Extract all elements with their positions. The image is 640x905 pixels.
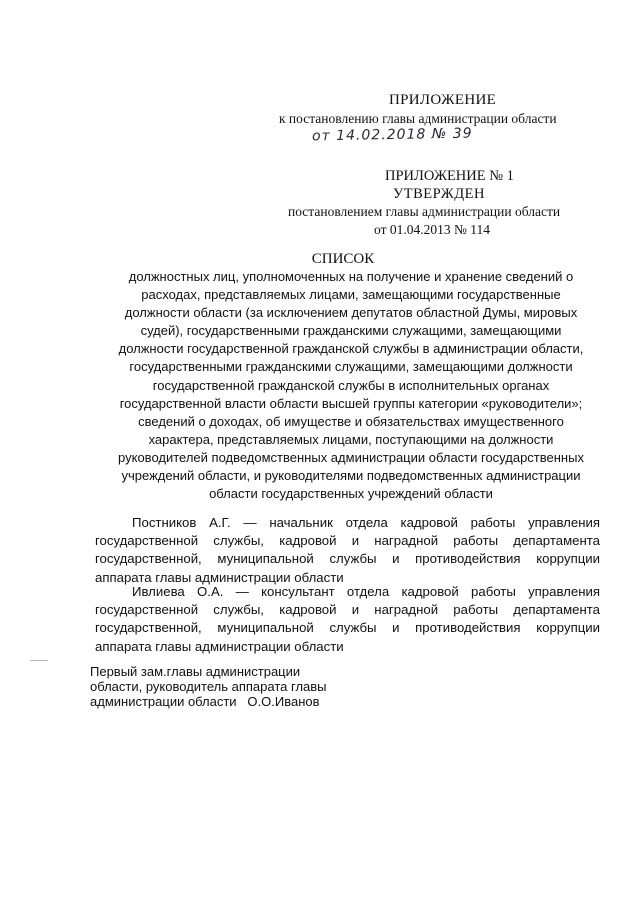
approved-by-line: постановлением главы администрации области xyxy=(288,204,561,219)
subtitle-line: государственной гражданской службы в исполнительных органах xyxy=(152,377,550,393)
subtitle-line: должности области (за исключением депутатов областной Думы, мировых xyxy=(124,305,578,321)
list-subtitle xyxy=(95,268,607,503)
person-entry-ivlieva: Ивлиева О.А. — консультант отдела кадровой работы управления государственной службы, кадровой и наградной работы департамента государственной, муниципальной службы и противодействия коррупции аппарата главы администрации области xyxy=(95,584,600,654)
subtitle-line: государственными гражданскими служащими, замещающими должности xyxy=(129,359,573,375)
subtitle-line: сведений о доходах, об имуществе и обязательствах имущественного xyxy=(138,413,564,429)
scan-artifact-divider xyxy=(30,660,48,661)
approved-date-line: от 01.04.2013 № 114 xyxy=(374,222,490,237)
subtitle-line: учреждений области, и руководителями подведомственных администрации xyxy=(121,468,581,484)
signature-line: администрации области О.О.Иванов xyxy=(90,694,320,709)
subtitle-line: должности государственной гражданской службы в администрации области, xyxy=(118,341,584,357)
subtitle-line: государственной власти области высшей группы категории «руководители»; xyxy=(119,395,583,411)
subtitle-line: расходах, представляемых лицами, замещающими государственные xyxy=(141,287,561,303)
appendix-reference: к постановлению главы администрации области xyxy=(279,111,557,126)
appendix-title: ПРИЛОЖЕНИЕ xyxy=(389,92,497,108)
list-title: СПИСОК xyxy=(311,251,375,267)
subtitle-line: должностных лиц, уполномоченных на получение и хранение сведений о xyxy=(128,269,574,284)
signature-line: области, руководитель аппарата главы xyxy=(90,679,327,694)
subtitle-line: судей), государственными гражданскими служащими, замещающими xyxy=(140,323,562,339)
appendix-1-title: ПРИЛОЖЕНИЕ № 1 xyxy=(385,168,514,184)
signature-line: Первый зам.главы администрации xyxy=(90,664,301,679)
handwritten-date-number: от 14.02.2018 № 39 xyxy=(311,125,473,145)
subtitle-line: области государственных учреждений области xyxy=(209,486,493,502)
subtitle-line: руководителей подведомственных администрации области государственных xyxy=(118,449,584,465)
person-entry-postnikov: Постников А.Г. — начальник отдела кадровой работы управления государственной службы, кадровой и наградной работы департамента государственной, муниципальной службы и противодействия коррупции аппарата главы администрации области xyxy=(95,515,600,585)
signature-block xyxy=(90,664,390,709)
subtitle-line: характера, представляемых лицами, поступающими на должности xyxy=(148,431,554,447)
approved-heading: УТВЕРЖДЕН xyxy=(393,186,485,202)
